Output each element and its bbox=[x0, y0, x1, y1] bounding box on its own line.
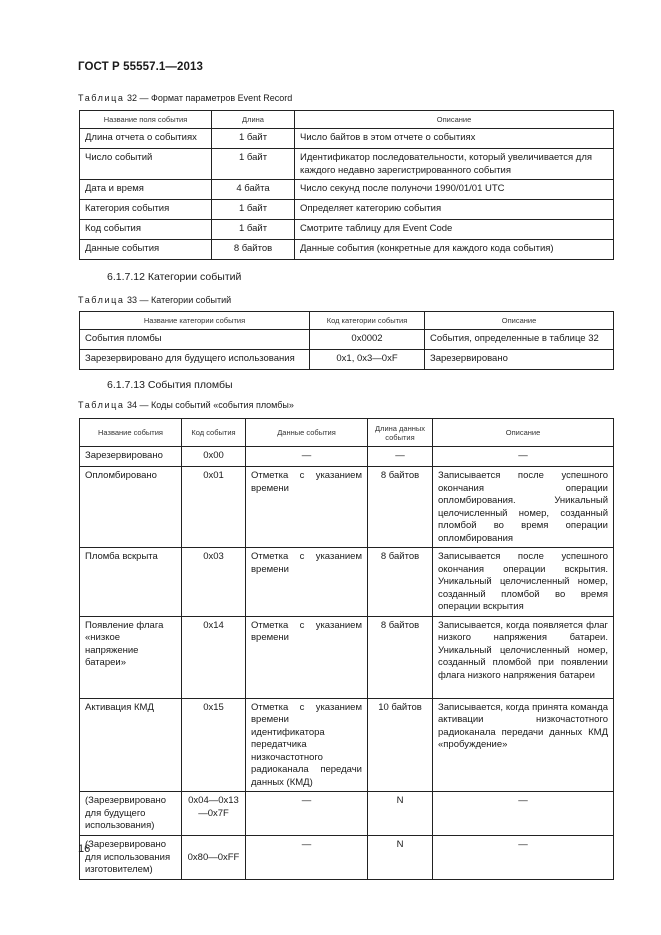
table-cell: 0x03 bbox=[182, 548, 246, 617]
table-header-row bbox=[80, 111, 614, 129]
table-cell: Число событий bbox=[80, 149, 212, 180]
column-header: Название поля события bbox=[80, 111, 212, 129]
table-cell: Смотрите таблицу для Event Code bbox=[295, 220, 614, 240]
table-cell: Появление флага «низкое напряжение батареи» bbox=[80, 616, 182, 698]
table-cell: — bbox=[368, 447, 433, 467]
table-cell: — bbox=[433, 836, 614, 880]
table-row bbox=[80, 616, 614, 698]
table-row bbox=[80, 467, 614, 548]
table-row bbox=[80, 330, 614, 350]
table-row bbox=[80, 240, 614, 260]
table-cell: Длина отчета о событиях bbox=[80, 129, 212, 149]
table-cell: — bbox=[433, 792, 614, 836]
column-header: Название категории события bbox=[80, 312, 310, 330]
table-header-row bbox=[80, 312, 614, 330]
table-32-caption bbox=[78, 93, 292, 103]
table-row bbox=[80, 220, 614, 240]
table-33 bbox=[79, 311, 614, 370]
table-label: Таблица bbox=[78, 295, 125, 305]
table-cell: Отметка с указанием времени идентификатора передатчика низкочастотного радиоканала передачи данных (КМД) bbox=[246, 698, 368, 792]
table-cell: 0x15 bbox=[182, 698, 246, 792]
table-cell: Число секунд после полуночи 1990/01/01 UTC bbox=[295, 180, 614, 200]
page-header: ГОСТ Р 55557.1—2013 bbox=[78, 61, 203, 73]
column-header: Название события bbox=[80, 419, 182, 447]
table-row bbox=[80, 129, 614, 149]
section-heading: 6.1.7.12 Категории событий bbox=[107, 271, 242, 283]
table-row bbox=[80, 836, 614, 880]
table-cell: Записывается, когда появляется флаг низкого напряжения батареи. Уникальный целочисленный номер, созданный пломбой при появлении флага низкого напряжения батареи bbox=[433, 616, 614, 698]
column-header: Код события bbox=[182, 419, 246, 447]
column-header: Описание bbox=[433, 419, 614, 447]
column-header: Описание bbox=[425, 312, 614, 330]
table-cell: Число байтов в этом отчете о событиях bbox=[295, 129, 614, 149]
table-label: Таблица bbox=[78, 400, 125, 410]
table-cell: Опломбировано bbox=[80, 467, 182, 548]
table-label: Таблица bbox=[78, 93, 125, 103]
table-row bbox=[80, 350, 614, 370]
table-cell: Данные события bbox=[80, 240, 212, 260]
table-row bbox=[80, 792, 614, 836]
table-cell: 8 байтов bbox=[368, 616, 433, 698]
table-cell: (Зарезервировано для будущего использования) bbox=[80, 792, 182, 836]
table-cell: — bbox=[246, 792, 368, 836]
table-cell: 0x14 bbox=[182, 616, 246, 698]
table-cell: Зарезервировано для будущего использования bbox=[80, 350, 310, 370]
table-cell: 1 байт bbox=[212, 149, 295, 180]
table-cell: Пломба вскрыта bbox=[80, 548, 182, 617]
table-cell: События пломбы bbox=[80, 330, 310, 350]
table-row bbox=[80, 698, 614, 792]
table-34 bbox=[79, 418, 614, 880]
table-32 bbox=[79, 110, 614, 260]
table-cell: 0x80—0xFF bbox=[182, 836, 246, 880]
page-number: 16 bbox=[78, 843, 91, 855]
column-header: Длина bbox=[212, 111, 295, 129]
table-caption-text: 32 — Формат параметров Event Record bbox=[124, 93, 293, 103]
table-cell: Активация КМД bbox=[80, 698, 182, 792]
column-header: Код категории события bbox=[310, 312, 425, 330]
table-cell: 0x1, 0x3—0xF bbox=[310, 350, 425, 370]
table-caption-text: 34 — Коды событий «события пломбы» bbox=[124, 400, 294, 410]
table-cell: 1 байт bbox=[212, 129, 295, 149]
column-header: Данные события bbox=[246, 419, 368, 447]
table-cell: Определяет категорию события bbox=[295, 200, 614, 220]
table-cell: Категория события bbox=[80, 200, 212, 220]
table-cell: Записывается после успешного окончания операции опломбирования. Уникальный целочисленный номер, созданный пломбой во время операции опломбирования bbox=[433, 467, 614, 548]
table-cell: 0x04—0x13—0x7F bbox=[182, 792, 246, 836]
table-cell: 4 байта bbox=[212, 180, 295, 200]
table-cell: Идентификатор последовательности, который увеличивается для каждого недавно зарегистрированного события bbox=[295, 149, 614, 180]
table-row bbox=[80, 200, 614, 220]
table-cell: Дата и время bbox=[80, 180, 212, 200]
table-cell: 0x0002 bbox=[310, 330, 425, 350]
table-cell: — bbox=[246, 836, 368, 880]
table-row bbox=[80, 149, 614, 180]
table-row bbox=[80, 548, 614, 617]
table-header-row bbox=[80, 419, 614, 447]
table-cell: — bbox=[246, 447, 368, 467]
column-header: Длина данных события bbox=[368, 419, 433, 447]
section-heading: 6.1.7.13 События пломбы bbox=[107, 379, 233, 391]
table-cell: Данные события (конкретные для каждого кода события) bbox=[295, 240, 614, 260]
table-cell: Отметка с указанием времени bbox=[246, 548, 368, 617]
table-34-caption bbox=[78, 400, 294, 410]
table-cell: 0x01 bbox=[182, 467, 246, 548]
table-cell: 1 байт bbox=[212, 220, 295, 240]
table-cell: Отметка с указанием времени bbox=[246, 467, 368, 548]
table-cell: 8 байтов bbox=[212, 240, 295, 260]
table-cell: Записывается, когда принята команда активации низкочастотного радиоканала передачи данных КМД «пробуждение» bbox=[433, 698, 614, 792]
table-cell: Зарезервировано bbox=[425, 350, 614, 370]
column-header: Описание bbox=[295, 111, 614, 129]
table-cell: N bbox=[368, 792, 433, 836]
table-33-caption bbox=[78, 295, 231, 305]
table-caption-text: 33 — Категории событий bbox=[124, 295, 232, 305]
table-row bbox=[80, 180, 614, 200]
table-cell: 10 байтов bbox=[368, 698, 433, 792]
table-cell: (Зарезервировано для использования изготовителем) bbox=[80, 836, 182, 880]
table-cell: N bbox=[368, 836, 433, 880]
table-cell: Записывается после успешного окончания операции вскрытия. Уникальный целочисленный номер, созданный пломбой во время операции вскрытия bbox=[433, 548, 614, 617]
table-cell: 0x00 bbox=[182, 447, 246, 467]
table-cell: Зарезервировано bbox=[80, 447, 182, 467]
table-cell: 8 байтов bbox=[368, 548, 433, 617]
table-cell: — bbox=[433, 447, 614, 467]
table-row bbox=[80, 447, 614, 467]
table-cell: 8 байтов bbox=[368, 467, 433, 548]
table-cell: Отметка с указанием времени bbox=[246, 616, 368, 698]
table-cell: События, определенные в таблице 32 bbox=[425, 330, 614, 350]
table-cell: Код события bbox=[80, 220, 212, 240]
table-cell: 1 байт bbox=[212, 200, 295, 220]
